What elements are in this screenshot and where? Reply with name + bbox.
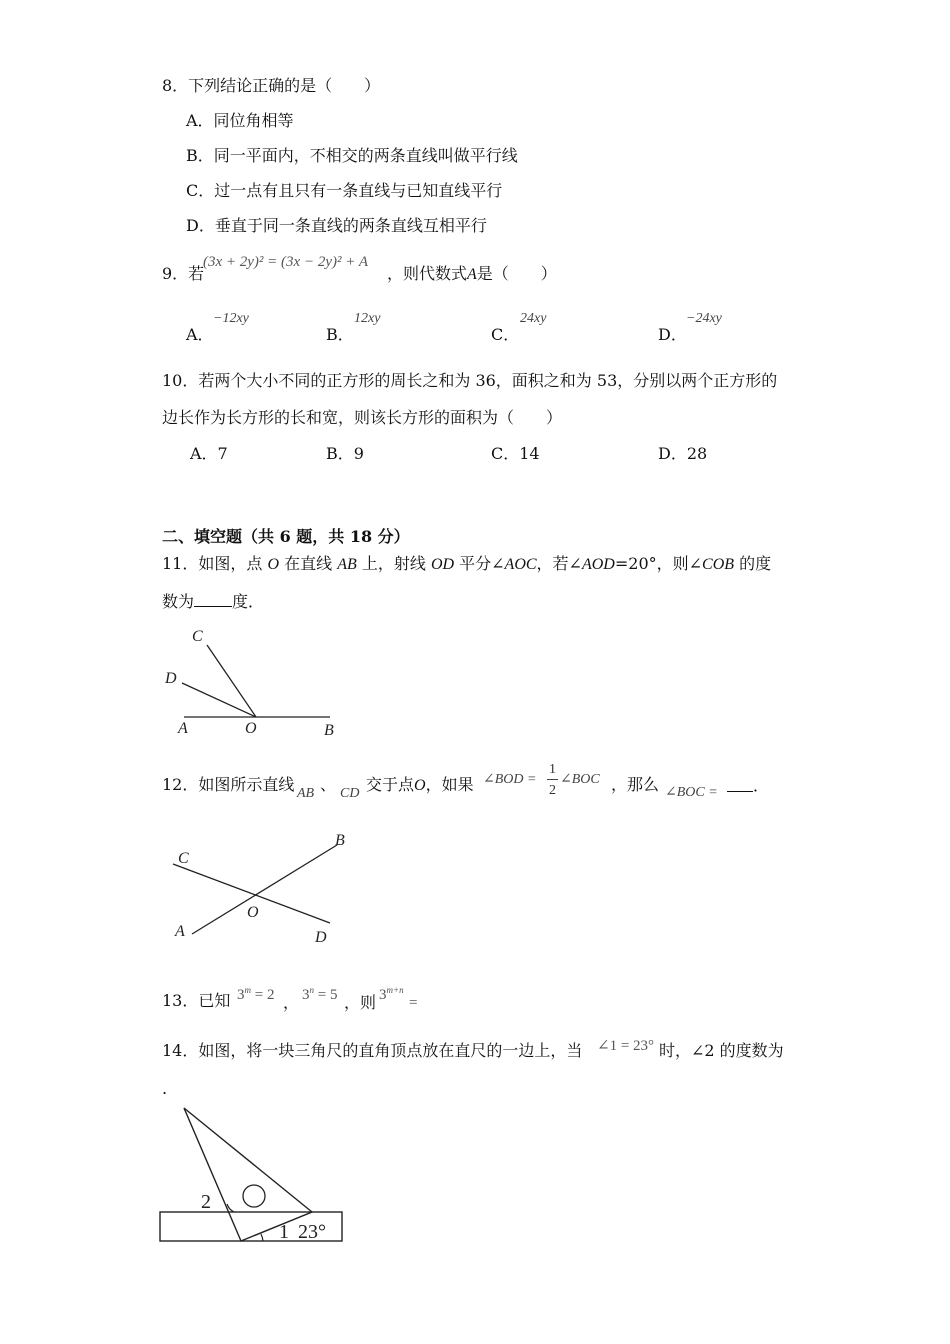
q13-val-1: = 2 <box>251 987 275 1003</box>
q11-label-a: A <box>178 720 188 737</box>
q10-option-d: D．28 <box>658 444 708 463</box>
q14-label-1: 1 <box>279 1221 289 1243</box>
q9-option-d-letter: D． <box>658 325 687 344</box>
q11-text: ，若∠ <box>536 554 582 573</box>
q12-answer-blank[interactable] <box>727 791 753 792</box>
q12-label-d: D <box>315 929 327 946</box>
q11-text: 平分∠ <box>454 554 505 573</box>
q12-frac-bar <box>547 779 558 780</box>
q12-mid <box>366 775 474 796</box>
q12-cond-left: ∠BOD = <box>483 772 537 787</box>
q11-point-o: O <box>267 556 280 573</box>
q9-option-c-value: 24xy <box>520 311 547 326</box>
q9-option-a-letter: A． <box>186 325 214 344</box>
q11-text: 数为 <box>162 592 195 611</box>
q11-text: 上，射线 <box>356 554 431 573</box>
q11-text: =20°，则∠ <box>614 554 703 573</box>
q11-ray-od: OD <box>430 556 455 573</box>
q13-comma-2: ，则 <box>344 993 377 1012</box>
q9-option-d-value: −24xy <box>686 311 722 326</box>
q12-prefix: 12．如图所示直线 <box>162 775 295 794</box>
q11-label-c: C <box>192 628 203 645</box>
q9-tail: 是（ ） <box>476 264 557 283</box>
q14-line1-a: 14．如图，将一块三角尺的直角顶点放在直尺的一边上，当 <box>162 1041 583 1060</box>
q11-line2 <box>162 592 264 612</box>
q9-var: A <box>467 266 477 283</box>
q8-option-a: A．同位角相等 <box>186 111 294 130</box>
q11-text: 在直线 <box>279 554 338 573</box>
q11-angle-aod: AOD <box>581 556 615 573</box>
q14-cond: ∠1 = 23° <box>597 1038 655 1054</box>
q14-triangle-ruler <box>184 1108 312 1241</box>
q12-end: ． <box>753 776 770 795</box>
q11-label-d: D <box>165 670 177 687</box>
q12-label-c: C <box>178 850 189 867</box>
q11-angle-cob: COB <box>702 556 735 573</box>
q11-label-o: O <box>245 720 257 737</box>
q11-text: 的度 <box>734 554 772 573</box>
q12-ask: ∠BOC = <box>665 785 718 800</box>
q10-line2: 边长作为长方形的长和宽，则该长方形的面积为（ ） <box>162 408 563 427</box>
q12-point-o: O <box>414 777 426 794</box>
q14-label-2: 2 <box>201 1191 211 1213</box>
q10-line1: 10．若两个大小不同的正方形的周长之和为 36，面积之和为 53，分别以两个正方形的 <box>162 371 778 390</box>
q11-text: 度． <box>232 592 265 611</box>
q13-prefix: 13．已知 <box>162 991 231 1010</box>
q8-stem: 8．下列结论正确的是（ ） <box>162 76 381 95</box>
q14-angle-1-arc <box>261 1234 263 1241</box>
q11-label-b: B <box>324 722 334 739</box>
q12-cd: CD <box>340 786 360 801</box>
q11-line1 <box>162 554 771 575</box>
q13-expr-1 <box>237 980 274 1005</box>
q12-ab: AB <box>297 786 315 801</box>
q11-figure <box>160 620 350 745</box>
q13-eq: = <box>409 995 418 1011</box>
q14-label-23deg: 23° <box>298 1221 326 1243</box>
q13-expr-3 <box>379 980 404 1005</box>
q13-exp-2: n <box>309 985 314 995</box>
q10-option-b: B．9 <box>326 444 364 463</box>
q9-option-b-value: 12xy <box>354 311 381 326</box>
q13-base-2: 3 <box>302 987 310 1003</box>
q9-option-a-value: −12xy <box>213 311 249 326</box>
q10-option-a: A．7 <box>190 444 228 463</box>
q9-prefix: 9．若 <box>162 264 205 283</box>
q12-line-ab <box>192 845 337 934</box>
q11-angle-aoc: AOC <box>504 556 537 573</box>
q12-figure <box>165 828 365 953</box>
q12-cond-right: ∠BOC <box>560 772 600 787</box>
q14-triangle-hole <box>243 1185 265 1207</box>
q14-figure <box>155 1100 355 1250</box>
q13-val-2: = 5 <box>314 987 338 1003</box>
q12-frac-den: 2 <box>549 783 556 798</box>
q14-line2: . <box>162 1079 168 1098</box>
q9-stem-tail <box>387 264 557 285</box>
q13-expr-2 <box>302 980 337 1005</box>
q11-text: 11．如图，点 <box>162 554 268 573</box>
q12-label-b: B <box>335 832 345 849</box>
q12-label-a: A <box>175 923 185 940</box>
section-2-title: 二、填空题（共 6 题，共 18 分） <box>162 527 410 546</box>
q9-expression: (3x + 2y)² = (3x − 2y)² + A <box>203 254 368 270</box>
q12-text: 交于点 <box>366 775 415 794</box>
q8-option-c: C．过一点有且只有一条直线与已知直线平行 <box>186 181 503 200</box>
q9-suffix: ，则代数式 <box>387 264 468 283</box>
q9-option-c-letter: C． <box>491 325 520 344</box>
q13-comma-1: ， <box>283 993 300 1012</box>
q14-line1-b: 时，∠2 的度数为 <box>659 1041 784 1060</box>
q13-base-3: 3 <box>379 987 387 1003</box>
q11-line-ab: AB <box>337 556 357 573</box>
q11-answer-blank[interactable] <box>194 592 232 607</box>
q12-frac-num: 1 <box>549 762 556 777</box>
q13-base-1: 3 <box>237 987 245 1003</box>
q12-sep: 、 <box>320 775 337 794</box>
q13-exp-3: m+n <box>386 985 404 995</box>
q8-option-d: D．垂直于同一条直线的两条直线互相平行 <box>186 216 487 235</box>
q13-exp-1: m <box>244 985 251 995</box>
q10-option-c: C．14 <box>491 444 540 463</box>
q12-text: ，如果 <box>425 775 474 794</box>
q9-option-b-letter: B． <box>326 325 354 344</box>
q12-label-o: O <box>247 904 259 921</box>
q12-then: ，那么 <box>611 775 660 794</box>
q8-option-b: B．同一平面内，不相交的两条直线叫做平行线 <box>186 146 518 165</box>
